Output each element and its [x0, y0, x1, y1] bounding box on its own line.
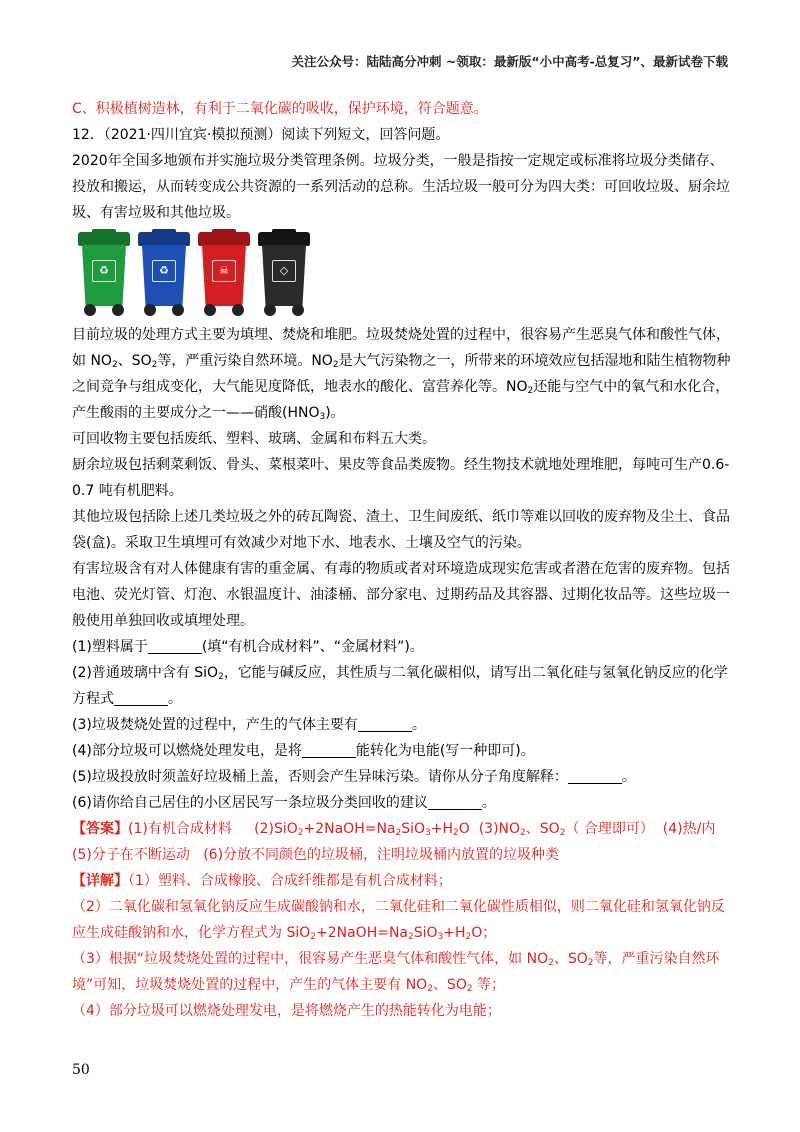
blue-bin-icon: [138, 232, 190, 316]
answer-blank: [568, 768, 622, 784]
paragraph-kitchen-waste: 厨余垃圾包括剩菜剩饭、骨头、菜根菜叶、果皮等食品类废物。经生物技术就地处理堆肥，每吨可生产0.6-0.7 吨有机肥料。: [72, 457, 730, 499]
question-3: (3)垃圾焚烧处置的过程中，产生的气体主要有 。: [72, 717, 426, 733]
question-5: (5)垃圾投放时须盖好垃圾桶上盖，否则会产生异味污染。请你从分子角度解释： 。: [72, 769, 636, 785]
bin-wheel: [172, 304, 184, 316]
red-bin-icon: [198, 232, 250, 316]
bin-wheel: [232, 304, 244, 316]
other-waste-icon: ◇: [272, 260, 296, 282]
question-1: (1)塑料属于 (填“有机合成材料”、“金属材料”)。: [72, 639, 424, 655]
paragraph-recyclables: 可回收物主要包括废纸、塑料、玻璃、金属和布料五大类。: [72, 431, 436, 447]
question-4: (4)部分垃圾可以燃烧处理发电，是将 能转化为电能(写一种即可)。: [72, 743, 535, 759]
detail-3: （3）根据“垃圾焚烧处置的过程中，很容易产生恶臭气体和酸性气体，如 $NO_2$、$SO_2$等，严重污染自然环境”可知，垃圾焚烧处置的过程中，产生的气体主要有 $NO_2$、$SO_2$ 等；: [72, 951, 720, 994]
bin-wheel: [204, 304, 216, 316]
answer-blank: [302, 742, 356, 758]
page-number: 50: [72, 1062, 90, 1078]
answer-line-1: 【答案】(1)有机合成材料 $(2)SiO_2+2NaOH=Na_2SiO_3+H_2O$ $(3)NO_2$、$SO_2$（ 合理即可） (4)热/内: [72, 821, 716, 838]
answer-blank: [428, 794, 482, 810]
question-12-heading: 12．（2021·四川宜宾·模拟预测）阅读下列短文，回答问题。: [72, 127, 450, 143]
page-header: 关注公众号：陆陆高分冲刺 ~领取：最新版“小中高考-总复习”、最新试卷下载: [291, 54, 728, 69]
detail-4: （4）部分垃圾可以燃烧处理发电，是将燃烧产生的热能转化为电能；: [72, 1003, 501, 1019]
bin-wheel: [292, 304, 304, 316]
option-c-line: C、积极植树造林，有利于二氧化碳的吸收，保护环境，符合题意。: [72, 101, 488, 117]
black-bin-icon: [258, 232, 310, 316]
bin-wheel: [144, 304, 156, 316]
paragraph-other-waste: 其他垃圾包括除上述几类垃圾之外的砖瓦陶瓷、渣土、卫生间废纸、纸巾等难以回收的废弃物及尘土、食品袋(盒)。采取卫生填埋可有效减少对地下水、地表水、土壤及空气的污染。: [72, 509, 730, 551]
recycle-icon: ♻: [152, 260, 176, 282]
detail-1: 【详解】（1）塑料、合成橡胶、合成纤维都是有机合成材料；: [72, 873, 452, 889]
bin-lid: [138, 232, 190, 246]
question-6: (6)请你给自己居住的小区居民写一条垃圾分类回收的建议 。: [72, 795, 496, 811]
bin-wheel: [112, 304, 124, 316]
question-2: (2)普通玻璃中含有 SiO$_2$，它能与碱反应，其性质与二氧化碳相似，请写出二氧化硅与氢氧化钠反应的化学方程式 。: [72, 665, 728, 707]
bin-lid: [78, 232, 130, 246]
paragraph-hazardous-waste: 有害垃圾含有对人体健康有害的重金属、有毒的物质或者对环境造成现实危害或者潜在危害的废弃物。包括电池、荧光灯管、灯泡、水银温度计、油漆桶、部分家电、过期药品及其容器、过期化妆品等。这些垃圾一般使用单独回收或填埋处理。: [72, 561, 730, 629]
bin-wheel: [84, 304, 96, 316]
bin-wheel: [264, 304, 276, 316]
trash-bins-image: [78, 232, 732, 316]
hazard-icon: ☠: [212, 260, 236, 282]
bin-lid: [258, 232, 310, 246]
answer-blank: [148, 638, 202, 654]
document-body: [72, 96, 732, 1024]
paragraph-treatment: 目前垃圾的处理方式主要为填埋、焚烧和堆肥。垃圾焚烧处置的过程中，很容易产生恶臭气体和酸性气体，如 $NO_2$、$SO_2$等，严重污染自然环境。$NO_2$是大气污染物之一，所带来的环境效应包括湿地和陆生植物物种之间竞争与组成变化，大气能见度降低，地表水的酸化、富营养化等。$NO_2$还能与空气中的氧气和水化合，产生酸雨的主要成分之一——硝酸$(HNO_3)$。: [72, 327, 731, 422]
paragraph-intro: 2020年全国多地颁布并实施垃圾分类管理条例。垃圾分类，一般是指按一定规定或标准将垃圾分类储存、投放和搬运，从而转变成公共资源的一系列活动的总称。生活垃圾一般可分为四大类：可回收垃圾、厨余垃圾、有害垃圾和其他垃圾。: [72, 153, 730, 221]
answer-line-2: (5)分子在不断运动 (6)分放不同颜色的垃圾桶，注明垃圾桶内放置的垃圾种类: [72, 847, 560, 863]
recycle-icon: ♻: [92, 260, 116, 282]
green-bin-icon: [78, 232, 130, 316]
answer-blank: [358, 716, 412, 732]
bin-lid: [198, 232, 250, 246]
answer-blank: [114, 690, 168, 706]
detail-2: （2）二氧化碳和氢氧化钠反应生成碳酸钠和水，二氧化硅和二氧化碳性质相似，则二氧化硅和氢氧化钠反应生成硅酸钠和水，化学方程式为 $SiO_2+2NaOH=Na_2SiO_3+H_2O$；: [72, 899, 725, 942]
